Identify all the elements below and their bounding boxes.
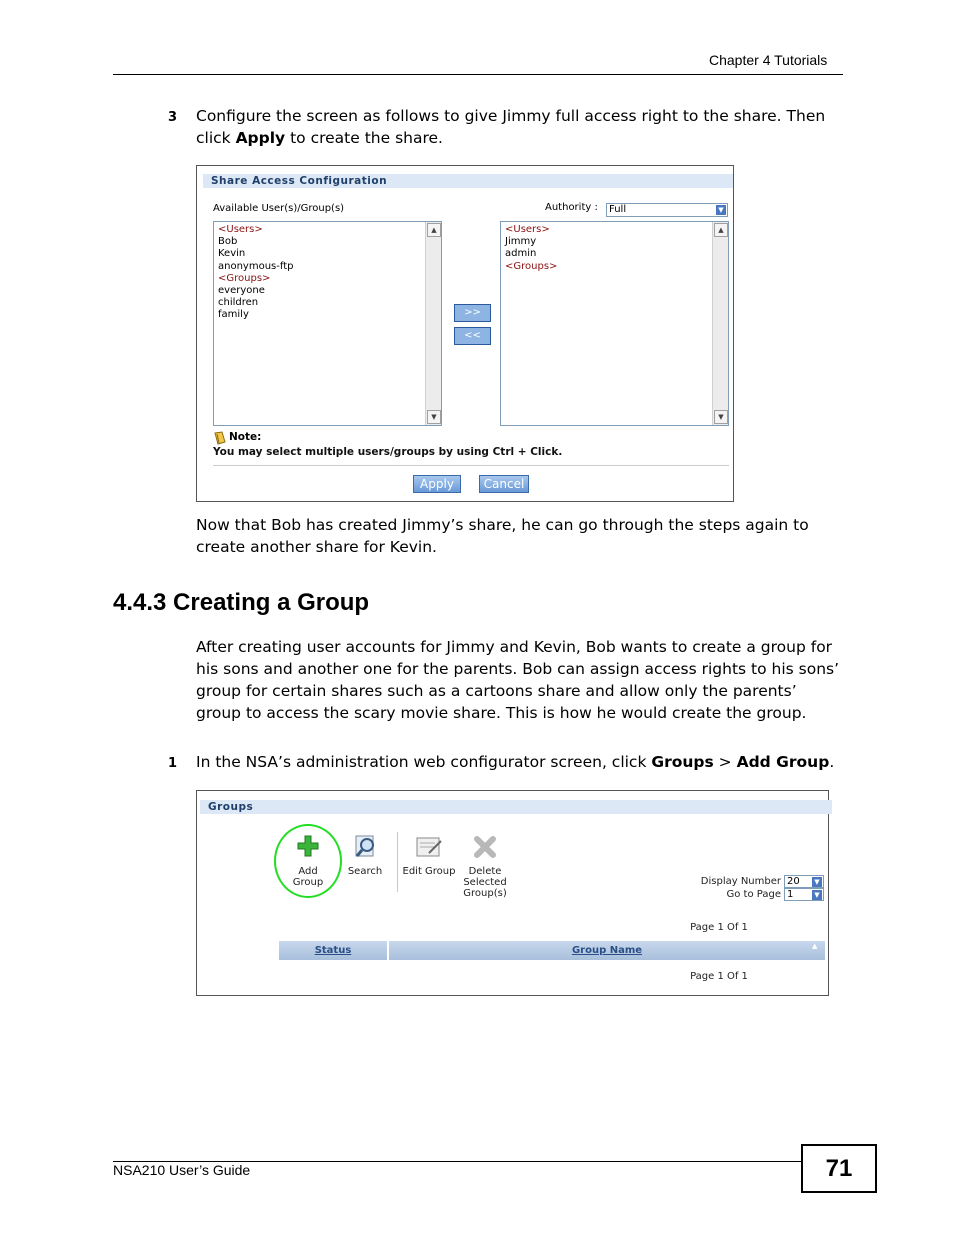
chevron-down-icon: ▼ [716, 205, 726, 215]
note-icon [213, 430, 227, 444]
add-group-button[interactable] [296, 834, 320, 858]
list-group-header: <Users> [505, 224, 550, 235]
list-item[interactable]: everyone [218, 285, 265, 297]
authority-label: Authority : [545, 202, 598, 213]
groups-screenshot [196, 790, 829, 996]
add-group-keyword: Add Group [736, 753, 830, 771]
authority-select[interactable] [606, 203, 728, 217]
scrollbar[interactable] [712, 222, 728, 425]
list-item[interactable]: anonymous-ftp [218, 260, 294, 272]
page-info-bottom: Page 1 Of 1 [690, 971, 748, 982]
header-rule [113, 74, 843, 75]
paragraph-2-line-3: group for certain shares such as a cartoons share and allow only the parents’ [196, 682, 797, 700]
go-to-page-value: 1 [787, 889, 794, 900]
list-item[interactable]: Bob [218, 236, 238, 248]
remove-from-selected-button[interactable]: << [454, 327, 491, 345]
list-group-header: <Users> [218, 224, 263, 235]
paragraph-1-line-2: create another share for Kevin. [196, 538, 437, 556]
search-icon [353, 834, 379, 860]
edit-group-label: Edit Group [402, 866, 456, 877]
authority-value: Full [609, 204, 627, 215]
chevron-down-icon: ▼ [812, 890, 822, 900]
list-item[interactable]: Kevin [218, 248, 246, 260]
available-label: Available User(s)/Group(s) [213, 203, 345, 214]
note-divider [213, 465, 729, 466]
edit-icon [415, 835, 443, 859]
section-heading: 4.4.3 Creating a Group [113, 589, 370, 616]
toolbar-divider [397, 832, 398, 892]
cancel-button[interactable]: Cancel [479, 475, 529, 493]
step-1-text: In the NSA’s administration web configurator screen, click Groups > Add Group. [196, 753, 835, 771]
plus-icon [296, 834, 320, 858]
list-group-header: <Groups> [505, 260, 558, 272]
list-group-header: <Groups> [218, 272, 271, 284]
page-info-top: Page 1 Of 1 [690, 922, 748, 933]
display-number-select[interactable] [784, 875, 824, 888]
available-list[interactable] [213, 221, 442, 426]
edit-group-button[interactable] [415, 835, 443, 859]
chapter-header: Chapter 4 Tutorials [709, 52, 828, 68]
paragraph-1-line-1: Now that Bob has created Jimmy’s share, he can go through the steps again to [196, 516, 809, 534]
add-group-label: Add Group [292, 866, 324, 888]
paragraph-1 [196, 514, 809, 558]
share-access-screenshot [196, 165, 734, 502]
column-status[interactable]: Status [279, 941, 387, 960]
chevron-down-icon: ▼ [812, 877, 822, 887]
sort-up-icon: ▲ [812, 942, 818, 950]
list-item[interactable]: Jimmy [505, 236, 537, 248]
apply-keyword: Apply [235, 129, 286, 147]
delete-group-label: Delete Selected Group(s) [463, 866, 507, 899]
display-number-value: 20 [787, 876, 800, 887]
groups-title: Groups [200, 800, 832, 814]
footer-guide: NSA210 User’s Guide [113, 1162, 251, 1178]
apply-button[interactable]: Apply [413, 475, 461, 493]
display-number-label: Display Number [700, 876, 781, 887]
note-label: Note: [229, 431, 262, 443]
step-number: 1 [168, 756, 178, 771]
step-3-line-2: click Apply to create the share. [196, 129, 443, 147]
note-text: You may select multiple users/groups by using Ctrl + Click. [213, 446, 563, 458]
paragraph-2-line-2: his sons and another one for the parents. Bob can assign access rights to his sons’ [196, 660, 840, 678]
delete-icon [473, 835, 497, 859]
delete-group-button[interactable] [473, 835, 497, 859]
go-to-page-label: Go to Page [726, 889, 781, 900]
list-item[interactable]: children [218, 297, 259, 309]
share-config-title: Share Access Configuration [203, 174, 733, 188]
step-3-text [196, 105, 825, 149]
step-3-line-1: Configure the screen as follows to give Jimmy full access right to the share. Then [196, 107, 826, 125]
go-to-page-select[interactable] [784, 888, 824, 901]
search-label: Search [347, 866, 383, 877]
paragraph-2 [196, 636, 839, 724]
available-items [218, 224, 293, 322]
page-number: 71 [801, 1144, 877, 1193]
selected-list[interactable] [500, 221, 729, 426]
selected-items [505, 224, 557, 273]
column-group-name[interactable]: Group Name [389, 941, 825, 960]
list-item[interactable]: admin [505, 248, 537, 260]
scroll-up-icon[interactable]: ▲ [714, 223, 728, 237]
scroll-up-icon[interactable]: ▲ [427, 223, 441, 237]
paragraph-2-line-4: group to access the scary movie share. This is how he would create the group. [196, 704, 807, 722]
step-number: 3 [168, 110, 178, 125]
search-button[interactable] [353, 834, 379, 860]
scrollbar[interactable] [425, 222, 441, 425]
add-to-selected-button[interactable]: >> [454, 304, 491, 322]
groups-keyword: Groups [651, 753, 714, 771]
scroll-down-icon[interactable]: ▼ [714, 410, 728, 424]
paragraph-2-line-1: After creating user accounts for Jimmy and Kevin, Bob wants to create a group for [196, 638, 833, 656]
scroll-down-icon[interactable]: ▼ [427, 410, 441, 424]
list-item[interactable]: family [218, 309, 249, 321]
